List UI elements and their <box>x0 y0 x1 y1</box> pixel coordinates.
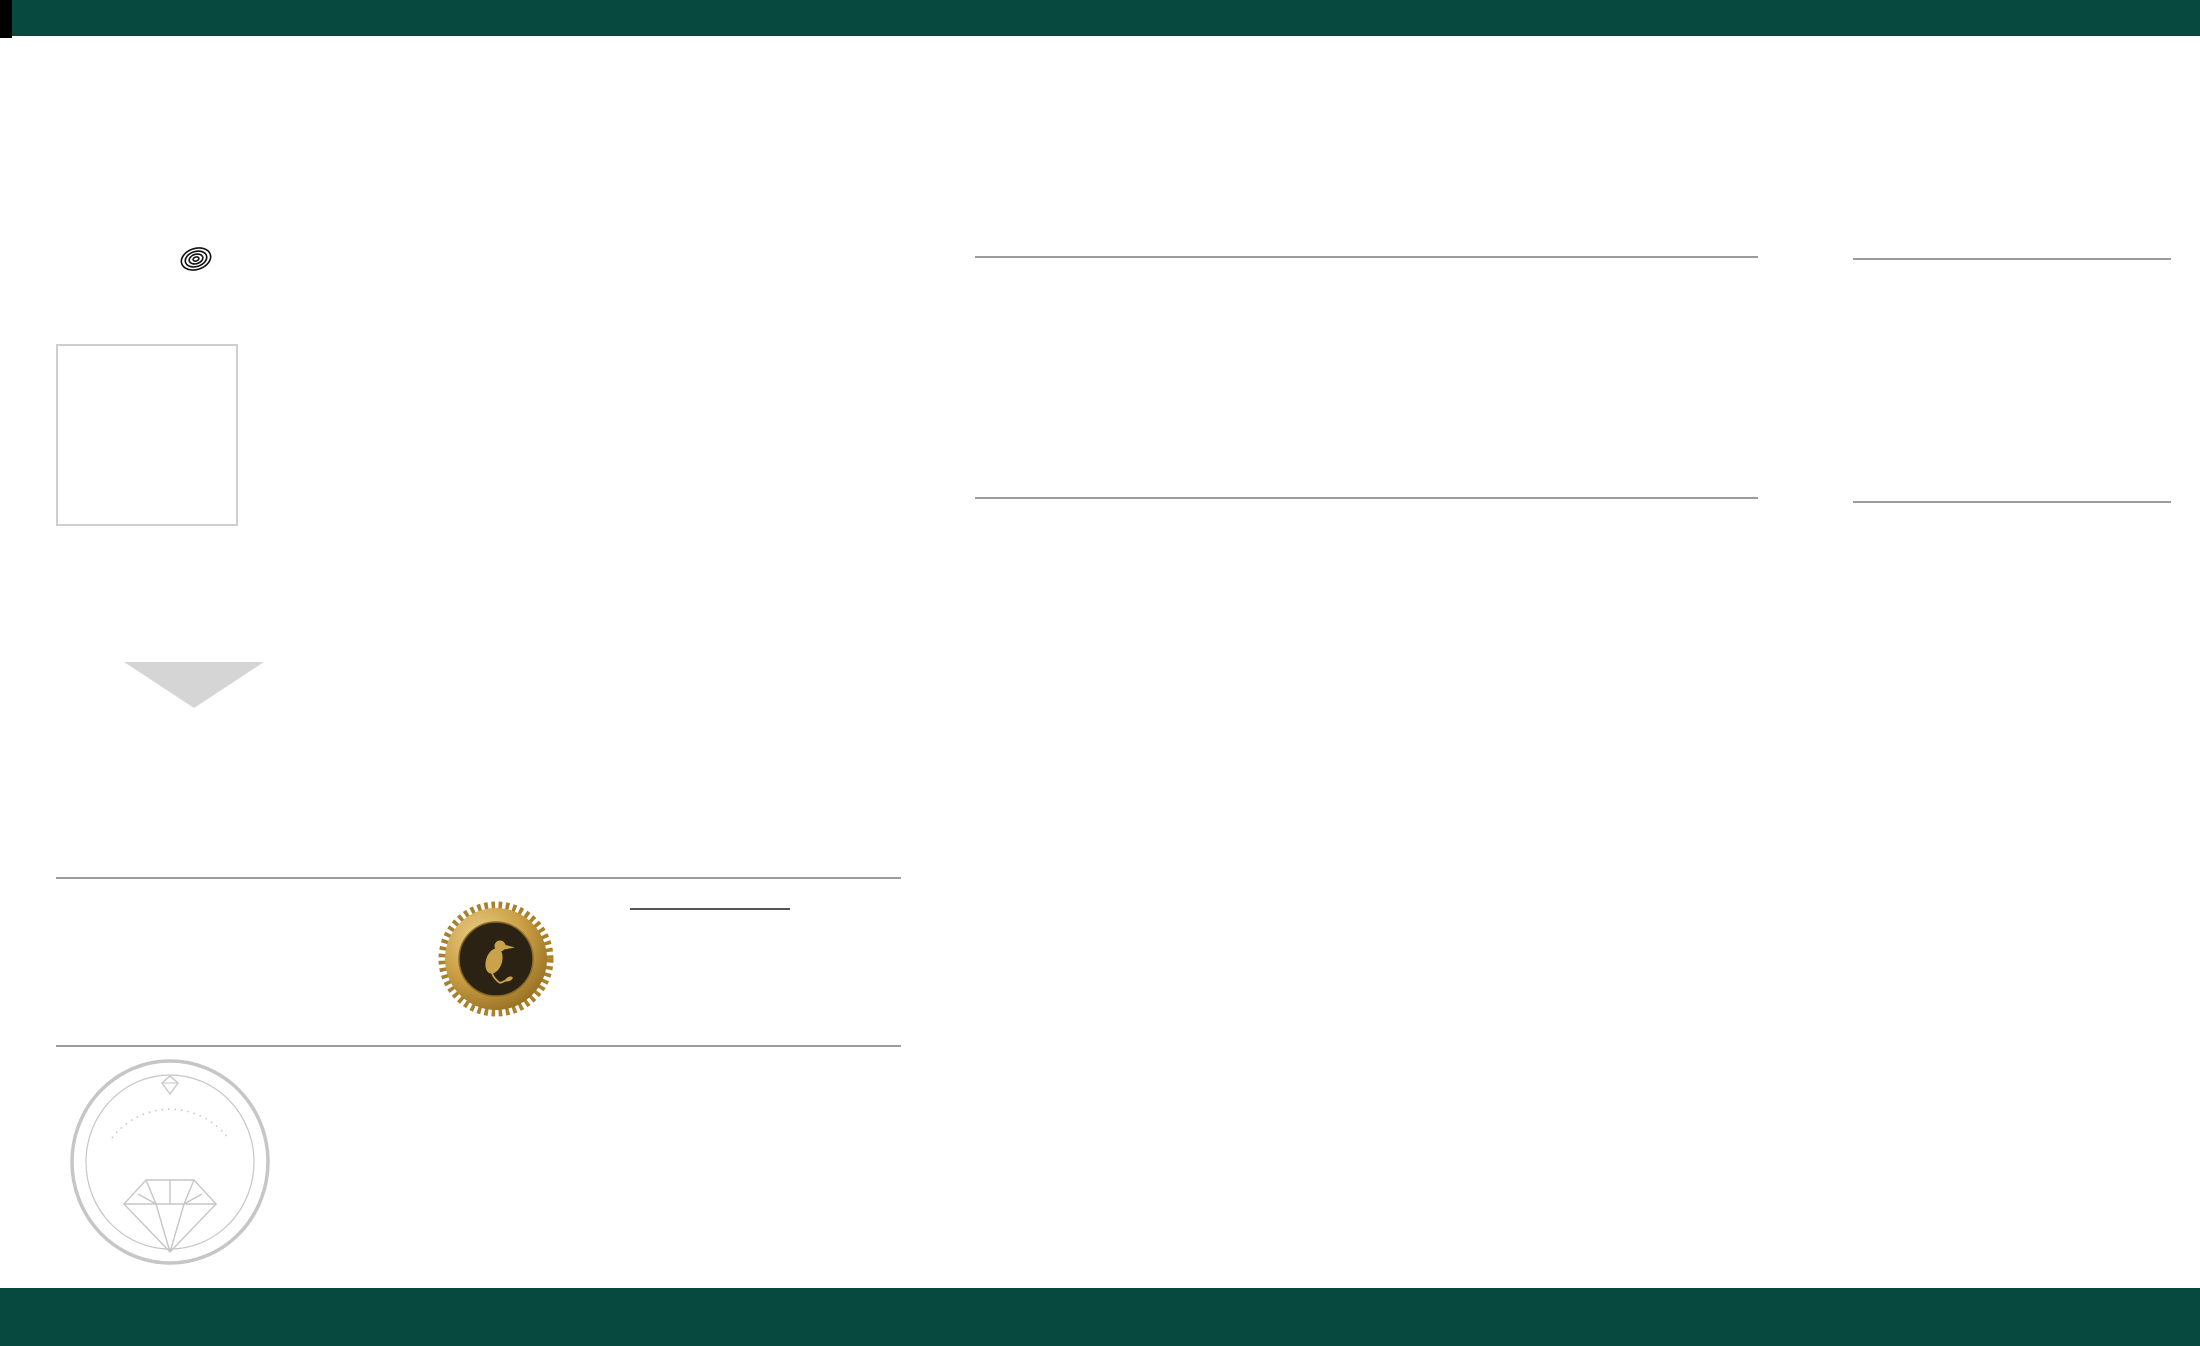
gcal-guarantee-watermark <box>64 1056 276 1268</box>
grading-table <box>1270 268 1758 480</box>
certificate-qr-code <box>1605 74 1755 224</box>
divider <box>975 497 1758 499</box>
laser-inscription-photo <box>56 607 332 803</box>
top-green-bar <box>0 0 2200 36</box>
fingerprint-icon <box>176 244 216 274</box>
divider <box>1853 501 2171 503</box>
top-left-notch <box>0 0 12 38</box>
sustainability-qr-code <box>64 899 184 1019</box>
summary-qr-code <box>2062 82 2164 184</box>
divider <box>975 256 1758 258</box>
grading-section <box>975 268 1758 480</box>
grading-section-title <box>975 268 1270 480</box>
divider <box>56 877 901 879</box>
sustainability-gold-seal <box>437 900 555 1018</box>
gemprint-scatter-image <box>56 344 238 526</box>
girdle-facet-shadow <box>124 662 264 708</box>
bottom-green-bar <box>0 1288 2200 1346</box>
divider <box>1853 258 2171 260</box>
divider <box>56 1045 901 1047</box>
certified-block <box>572 896 848 920</box>
summary-grading-table <box>1853 272 2171 478</box>
rule <box>630 908 790 910</box>
